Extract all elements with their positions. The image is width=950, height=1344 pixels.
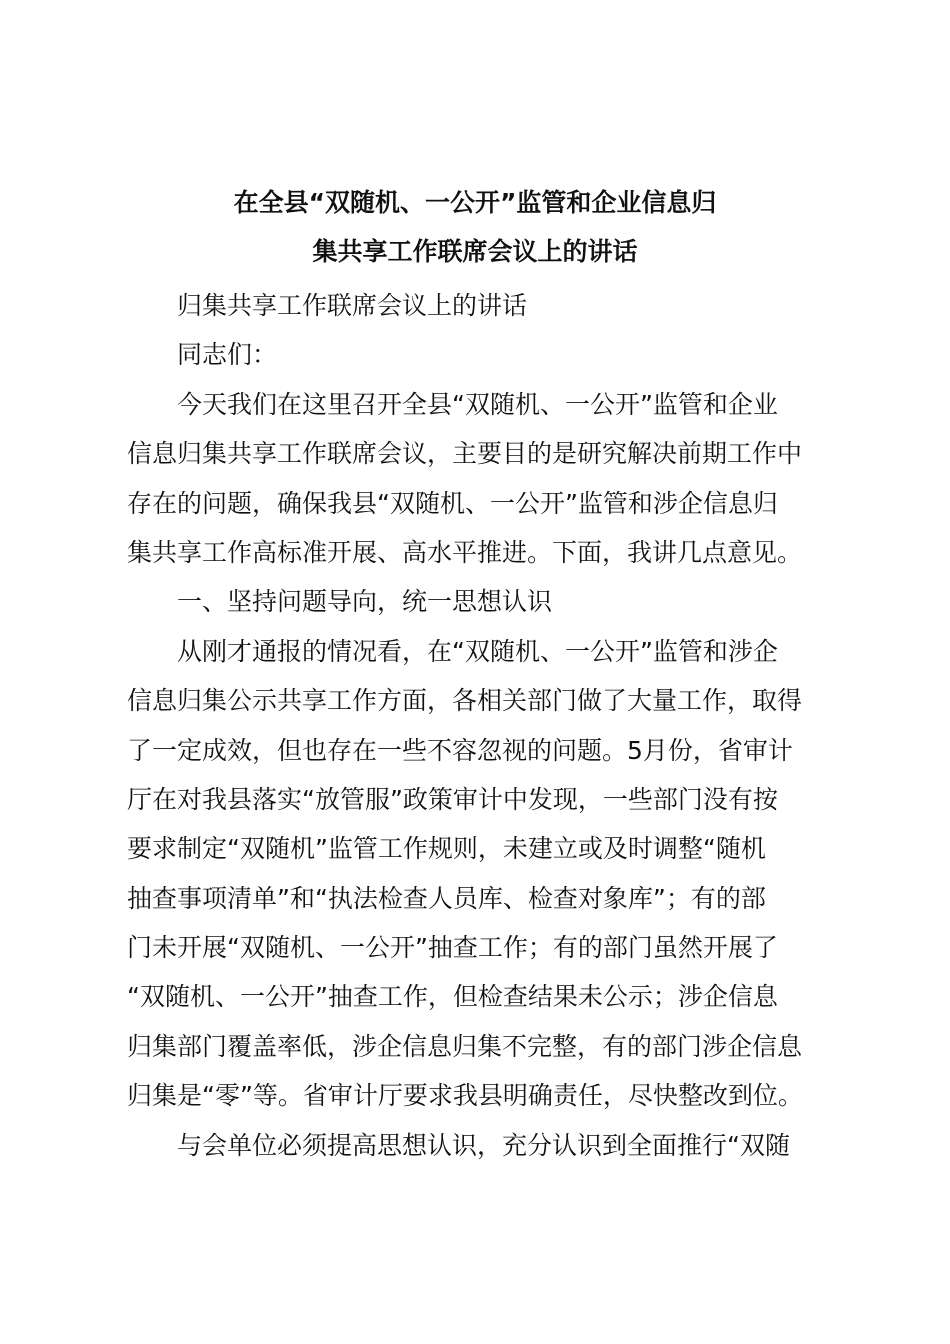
paragraph-line: 归集是“零”等。省审计厅要求我县明确责任，尽快整改到位。 (127, 1081, 803, 1111)
paragraph-line: 集共享工作高标准开展、高水平推进。下面，我讲几点意见。 (127, 537, 803, 567)
paragraph-line: 与会单位必须提高思想认识，充分认识到全面推行“双随 (177, 1130, 790, 1160)
paragraph-line: 要求制定“双随机”监管工作规则，未建立或及时调整“随机 (127, 834, 766, 864)
paragraph-line: 了一定成效，但也存在一些不容忽视的问题。5月份，省审计 (127, 735, 793, 765)
paragraph-line: 从刚才通报的情况看，在“双随机、一公开”监管和涉企 (177, 636, 778, 666)
paragraph-line: 信息归集共享工作联席会议，主要目的是研究解决前期工作中 (127, 439, 803, 469)
title-line: 集共享工作联席会议上的讲话 (312, 237, 638, 267)
document-title (110, 178, 840, 277)
salutation: 同志们： (177, 340, 278, 370)
section-heading: 一、坚持问题导向，统一思想认识 (177, 587, 553, 617)
paragraph-line: 门未开展“双随机、一公开”抽查工作；有的部门虽然开展了 (127, 933, 778, 963)
paragraph-line: 抽查事项清单”和“执法检查人员库、检查对象库”；有的部 (127, 883, 766, 913)
paragraph-line: 归集部门覆盖率低，涉企信息归集不完整，有的部门涉企信息 (127, 1031, 803, 1061)
paragraph-line: 厅在对我县落实“放管服”政策审计中发现，一些部门没有按 (127, 784, 778, 814)
paragraph-line: 今天我们在这里召开全县“双随机、一公开”监管和企业 (177, 389, 778, 419)
paragraph-line: 信息归集公示共享工作方面，各相关部门做了大量工作，取得 (127, 686, 803, 716)
subtitle-line: 归集共享工作联席会议上的讲话 (177, 291, 528, 320)
paragraph-line: 存在的问题，确保我县“双随机、一公开”监管和涉企信息归 (127, 488, 778, 518)
paragraph-line: “双随机、一公开”抽查工作，但检查结果未公示；涉企信息 (127, 982, 778, 1012)
document-body (127, 281, 833, 1170)
title-line: 在全县“双随机、一公开”监管和企业信息归 (233, 188, 717, 217)
